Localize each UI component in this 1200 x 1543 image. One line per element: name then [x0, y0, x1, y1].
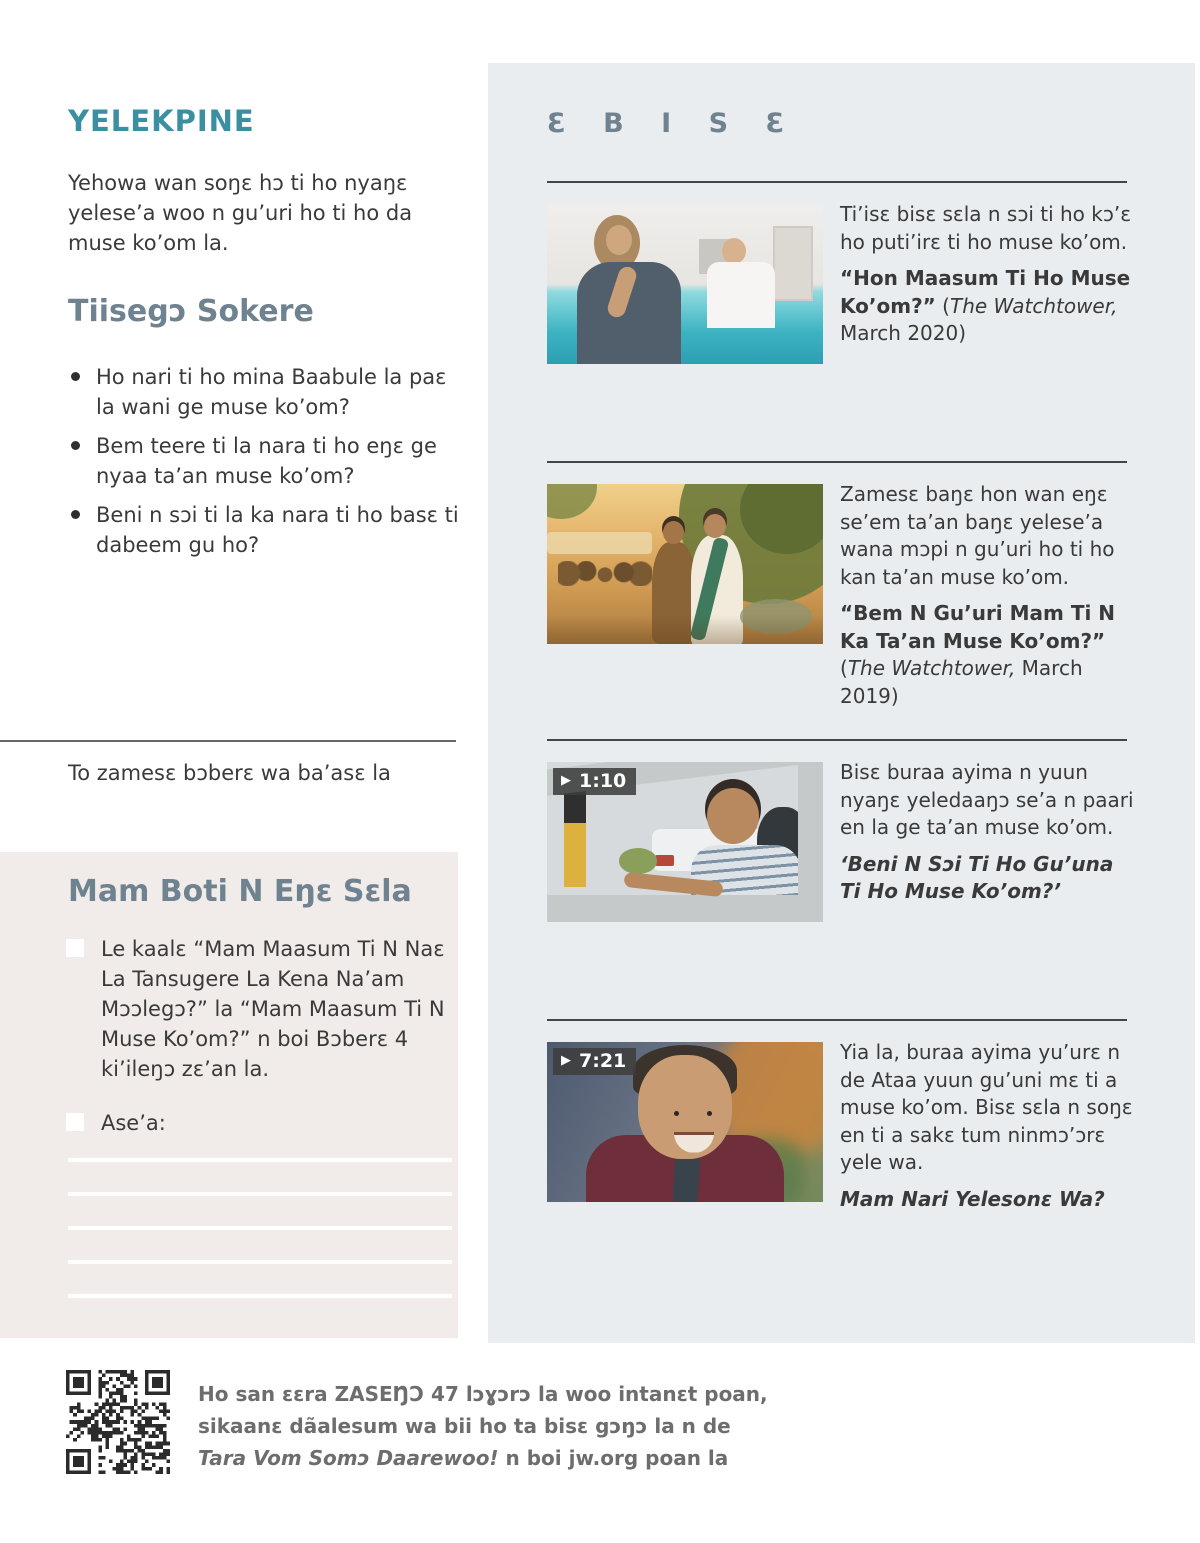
photo-detail: [558, 561, 652, 587]
checkbox-icon[interactable]: [66, 939, 84, 957]
footer-publication-title: Tara Vom Somɔ Daarewoo!: [198, 1446, 499, 1470]
song-note: To zamesɛ bɔberɛ wa ba’asɛ la: [68, 761, 391, 785]
reference-date: March 2019): [840, 656, 1083, 708]
intro-paragraph: Yehowa wan soŋɛ hɔ ti ho nyaŋɛ yelese’a woo n gu’uri ho ti ho da muse ko’om la.: [68, 171, 413, 255]
publication-title: “Hon Maasum Ti Ho Muse Ko’om?”: [840, 266, 1131, 318]
magazine-name: The Watchtower,: [847, 656, 1016, 680]
illustration-jesus-and-john: [547, 484, 823, 644]
video-thumb-man-in-car[interactable]: [547, 762, 823, 922]
panel-title-e-bise: Ɛ B I S Ɛ: [547, 108, 799, 139]
item-body: Yia la, buraa ayima yu’urɛ n de Ataa yuun gu’uni mɛ ti a muse ko’om. Bisɛ sɛla n soŋɛ en ti a sakɛ tum ninmɔ’ɔrɛ yele wa.: [840, 1040, 1133, 1174]
photo-detail: [798, 762, 823, 922]
magazine-name: The Watchtower,: [949, 293, 1118, 318]
photo-detail: [547, 532, 652, 554]
goal-checklist-box: [0, 852, 458, 1338]
item-text: [840, 481, 1140, 719]
reference-text: (: [935, 293, 950, 318]
photo-detail: [606, 225, 632, 255]
photo-detail: [547, 615, 823, 644]
question-list: [68, 362, 468, 569]
left-column-divider: [0, 740, 456, 742]
question-item: Beni n sɔi ti la ka nara ti ho basɛ ti dabeem gu ho?: [68, 500, 468, 560]
play-icon: ▶: [561, 1053, 571, 1068]
photo-detail: [619, 848, 658, 874]
item-reference: [840, 265, 1140, 348]
checklist-title: Mam Boti N Eŋɛ Sɛla: [68, 874, 412, 909]
writing-line: [68, 1226, 452, 1230]
photo-detail: [773, 226, 813, 300]
photo-detail: [707, 788, 759, 844]
photo-detail: [707, 262, 775, 328]
checkbox-icon[interactable]: [66, 1113, 84, 1131]
photo-detail: [663, 521, 684, 544]
video-title: ‘Beni N Sɔi Ti Ho Gu’una Ti Ho Muse Ko’om?’: [840, 851, 1114, 903]
footer-line: Ho san ɛɛra ZASEŊƆ 47 lɔɣɔrɔ la woo intanɛt poan,: [198, 1382, 768, 1406]
footer: [66, 1370, 768, 1474]
item-body: Zamesɛ baŋɛ hon wan eŋɛ se’em ta’an baŋɛ yelese’a wana mɔpi n gu’uri ho ti ho kan ta’an muse ko’om.: [840, 482, 1115, 589]
item-separator: [547, 739, 1127, 741]
writing-lines: [68, 1158, 452, 1328]
video-title: Mam Nari Yelesonɛ Wa?: [840, 1186, 1105, 1211]
item-text: [840, 1039, 1140, 1222]
item-text: [840, 759, 1140, 915]
video-thumb-smiling-man[interactable]: [547, 1042, 823, 1202]
item-separator: [547, 461, 1127, 463]
writing-line: [68, 1294, 452, 1298]
photo-detail: [655, 855, 674, 866]
section-title-yelekpine: YELEKPINE: [68, 104, 255, 138]
item-reference: [840, 655, 1140, 710]
video-duration: 1:10: [579, 770, 627, 792]
checklist-item: [66, 1108, 453, 1138]
footer-line: [198, 1442, 768, 1474]
photo-detail: [547, 895, 823, 922]
item-body: Ti’isɛ bisɛ sɛla n sɔi ti ho kɔ’ɛ ho puti’irɛ ti ho muse ko’om.: [840, 202, 1132, 254]
item-separator: [547, 1019, 1127, 1021]
reference-text: (: [840, 656, 848, 680]
reference-date: March 2020): [840, 321, 967, 345]
video-duration-badge: [553, 768, 636, 795]
photo-baptism-pool: [547, 204, 823, 364]
writing-line: [68, 1158, 452, 1162]
play-icon: ▶: [561, 773, 571, 788]
writing-line: [68, 1260, 452, 1264]
photo-detail: [722, 238, 746, 264]
footer-line-rest: n boi jw.org poan la: [498, 1446, 729, 1470]
checklist-item: [66, 934, 453, 1084]
checklist-item-label: Ase’a:: [101, 1111, 166, 1135]
item-text: [840, 201, 1140, 357]
photo-detail: [674, 1111, 679, 1116]
writing-line: [68, 1192, 452, 1196]
footer-line: sikaanɛ dãalesum wa bii ho ta bisɛ gɔŋɔ la n de: [198, 1414, 731, 1438]
publication-title: “Bem N Gu’uri Mam Ti N Ka Ta’an Muse Ko’om?”: [840, 601, 1116, 653]
video-duration: 7:21: [579, 1050, 627, 1072]
footer-text: [198, 1378, 768, 1474]
watch-section-panel: [488, 63, 1195, 1343]
qr-code: [66, 1370, 170, 1474]
photo-detail: [707, 1111, 712, 1116]
question-item: Bem teere ti la nara ti ho eŋɛ ge nyaa ta’an muse ko’om?: [68, 431, 468, 491]
checklist-item-label: Le kaalɛ “Mam Maasum Ti N Naɛ La Tansugere La Kena Na’am Mɔɔlegɔ?” la “Mam Maasum Ti N Muse Ko’om?” n boi Bɔberɛ 4 ki’ileŋɔ zɛ’an la.: [101, 937, 445, 1081]
photo-detail: [547, 484, 597, 519]
video-duration-badge: [553, 1048, 636, 1075]
item-body: Bisɛ buraa ayima n yuun nyaŋɛ yeledaaŋɔ se’a n paari en la ge ta’an muse ko’om.: [840, 760, 1134, 839]
item-separator: [547, 181, 1127, 183]
section-title-questions: Tiisegɔ Sokere: [68, 294, 314, 329]
question-item: Ho nari ti ho mina Baabule la paɛ la wani ge muse ko’om?: [68, 362, 468, 422]
